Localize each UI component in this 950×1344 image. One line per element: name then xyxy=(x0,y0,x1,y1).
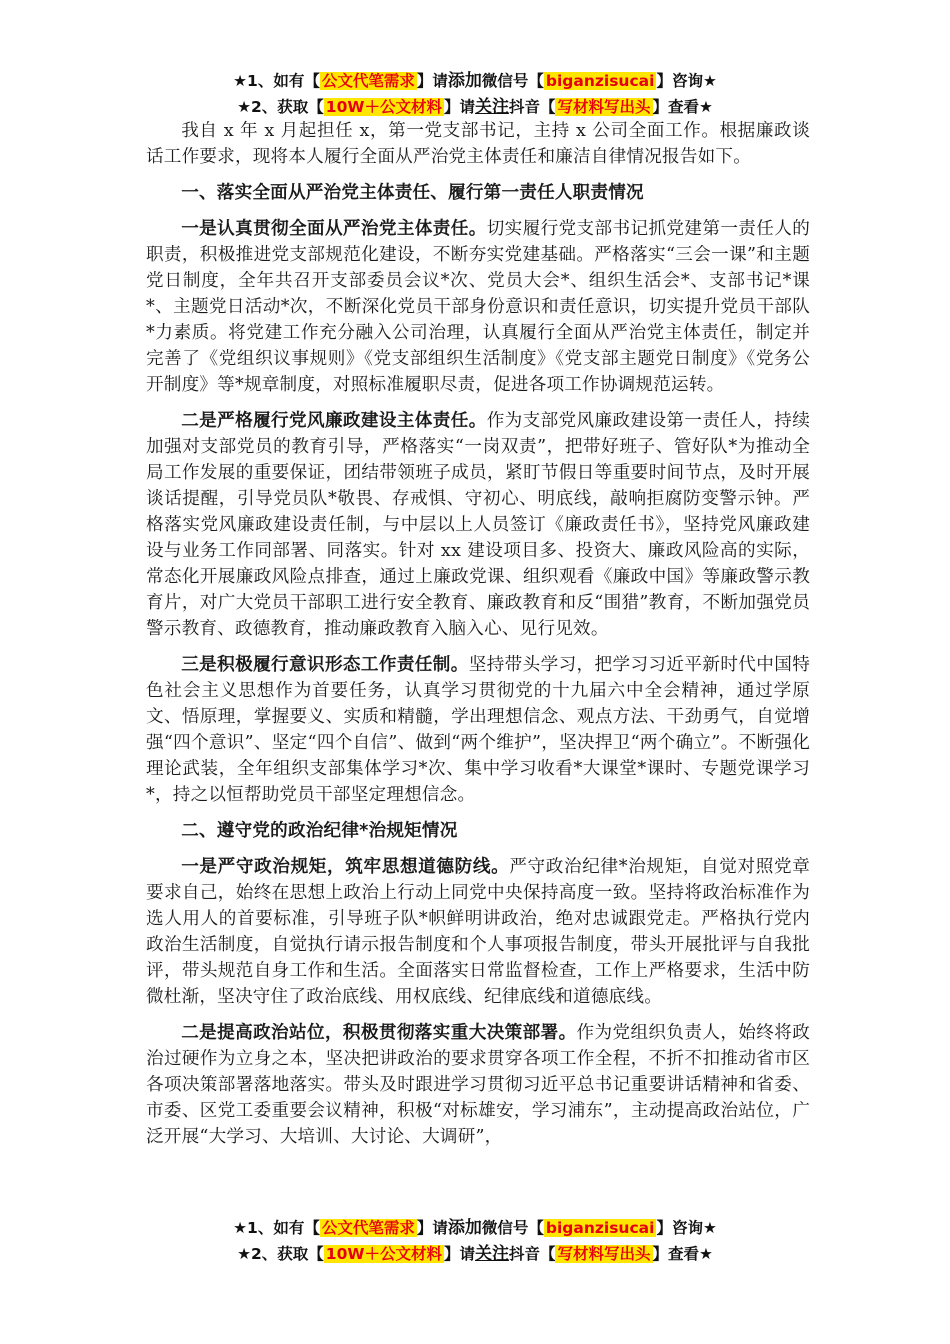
promo-line-2 xyxy=(0,1241,950,1267)
promo-highlight: 10W＋公文材料 xyxy=(325,98,442,116)
promo-text: 】请 xyxy=(443,98,475,116)
promo-highlight: 公文代笔需求 xyxy=(321,72,415,90)
promo-text: 】请 xyxy=(443,1245,475,1263)
paragraph-5 xyxy=(146,1020,810,1150)
paragraph-text: 作为支部党风廉政建设第一责任人，持续加强对支部党员的教育引导，严格落实“一岗双责”，把带好班子、管好队*为推动全局工作发展的重要保证，团结带领班子成员，紧盯节假日等重要时间节点，及时开展谈话提醒，引导党员队*敬畏、存戒惧、守初心、明底线，敲响拒腐防变警示钟。严格落实党风廉政建设责任制，与中层以上人员签订《廉政责任书》，坚持党风廉政建设与业务工作同部署、同落实。针对 xx 建设项目多、投资大、廉政风险高的实际，常态化开展廉政风险点排查，通过上廉政党课、组织观看《廉政中国》等廉政警示教育片，对广大党员干部职工进行安全教育、廉政教育和反“围猎”教育，不断加强党员警示教育、政德教育，推动廉政教育入脑入心、见行见效。 xyxy=(146,411,811,639)
paragraph-text: 切实履行党支部书记抓党建第一责任人的职责，积极推进党支部规范化建设，不断夯实党建基础。严格落实“三会一课”和主题党日制度，全年共召开支部委员会议*次、党员大会*、组织生活会*、支部书记*课*、主题党日活动*次，不断深化党员干部身份意识和责任意识，切实提升党员干部队*力素质。将党建工作充分融入公司治理，认真履行全面从严治党主体责任，制定并完善了《党组织议事规则》《党支部组织生活制度》《党支部主题党日制度》《党务公开制度》等*规章制度，对照标准履职尽责，促进各项工作协调规范运转。 xyxy=(146,219,811,395)
promo-douyin-id: 写材料写出头 xyxy=(557,1245,651,1263)
promo-text: ★2、获取【 xyxy=(237,1245,324,1263)
paragraph-lead: 二是提高政治站位，积极贯彻落实重大决策部署。 xyxy=(181,1023,577,1043)
promo-text: 】查看★ xyxy=(652,1245,713,1263)
promo-text: ★1、如有【 xyxy=(233,72,320,90)
promo-line-1 xyxy=(0,1215,950,1241)
promo-text: ★2、获取【 xyxy=(237,98,324,116)
promo-highlight: 10W＋公文材料 xyxy=(325,1245,442,1263)
document-body xyxy=(146,118,810,1150)
paragraph-4 xyxy=(146,854,810,1010)
section-heading-1: 一、落实全面从严治党主体责任、履行第一责任人职责情况 xyxy=(181,183,644,203)
promo-wechat-id: biganzisucai xyxy=(545,1219,655,1237)
paragraph-text: 坚持带头学习，把学习习近平新时代中国特色社会主义思想作为首要任务，认真学习贯彻党的十九届六中全会精神，通过学原文、悟原理，掌握要义、实质和精髓，学出理想信念、观点方法、干劲勇气，自觉增强“四个意识”、坚定“四个自信”、做到“两个维护”，坚决捍卫“两个确立”。不断强化理论武装，全年组织支部集体学习*次、集中学习收看*大课堂*课时、专题党课学习*，持之以恒帮助党员干部坚定理想信念。 xyxy=(146,655,811,805)
promo-text: ★1、如有【 xyxy=(233,1219,320,1237)
promo-wechat-id: biganzisucai xyxy=(545,72,655,90)
promo-text: 抖音【 xyxy=(508,98,556,116)
promo-text: 】请 xyxy=(416,1219,448,1237)
promo-line-2 xyxy=(0,94,950,120)
paragraph-text: 作为党组织负责人，始终将政治过硬作为立身之本，坚决把讲政治的要求贯穿各项工作全程，不折不扣推动省市区各项决策部署落地落实。带头及时跟进学习贯彻习近平总书记重要讲话精神和省委、市委、区党工委重要会议精神，积极“对标雄安，学习浦东”，主动提高政治站位，广泛开展“大学习、大培训、大讨论、大调研”， xyxy=(146,1023,810,1147)
paragraph-text: 严守政治纪律*治规矩，自觉对照党章要求自己，始终在思想上政治上行动上同党中央保持高度一致。坚持将政治标准作为选人用人的首要标准，引导班子队*帜鲜明讲政治，绝对忠诚跟党走。严格执行党内政治生活制度，自觉执行请示报告制度和个人事项报告制度，带头开展批评与自我批评，带头规范自身工作和生活。全面落实日常监督检查，工作上严格要求，生活中防微杜渐，坚决守住了政治底线、用权底线、纪律底线和道德底线。 xyxy=(146,857,810,1007)
promo-text: 】请 xyxy=(416,72,448,90)
paragraph-3 xyxy=(146,652,810,808)
paragraph-1 xyxy=(146,216,810,398)
promo-emphasis: 添加 xyxy=(447,71,482,91)
promo-text: 微信号【 xyxy=(481,72,544,90)
intro-paragraph: 我自 x 年 x 月起担任 x，第一党支部书记，主持 x 公司全面工作。根据廉政谈话工作要求，现将本人履行全面从严治党主体责任和廉洁自律情况报告如下。 xyxy=(146,121,810,167)
promo-text: 抖音【 xyxy=(508,1245,556,1263)
section-heading-2: 二、遵守党的政治纪律*治规矩情况 xyxy=(181,821,458,841)
promo-emphasis: 关注 xyxy=(474,97,509,117)
promo-text: 】查看★ xyxy=(652,98,713,116)
promo-text: 微信号【 xyxy=(481,1219,544,1237)
paragraph-lead: 三是积极履行意识形态工作责任制。 xyxy=(181,655,469,675)
paragraph-lead: 一是认真贯彻全面从严治党主体责任。 xyxy=(181,219,487,239)
top-promo-banner xyxy=(0,68,950,120)
promo-text: 】咨询★ xyxy=(656,72,717,90)
promo-text: 】咨询★ xyxy=(656,1219,717,1237)
promo-line-1 xyxy=(0,68,950,94)
promo-highlight: 公文代笔需求 xyxy=(321,1219,415,1237)
promo-emphasis: 关注 xyxy=(474,1244,509,1264)
promo-emphasis: 添加 xyxy=(447,1218,482,1238)
bottom-promo-banner xyxy=(0,1215,950,1267)
promo-douyin-id: 写材料写出头 xyxy=(557,98,651,116)
paragraph-2 xyxy=(146,408,810,642)
paragraph-lead: 一是严守政治规矩，筑牢思想道德防线。 xyxy=(181,857,510,877)
paragraph-lead: 二是严格履行党风廉政建设主体责任。 xyxy=(181,411,487,431)
